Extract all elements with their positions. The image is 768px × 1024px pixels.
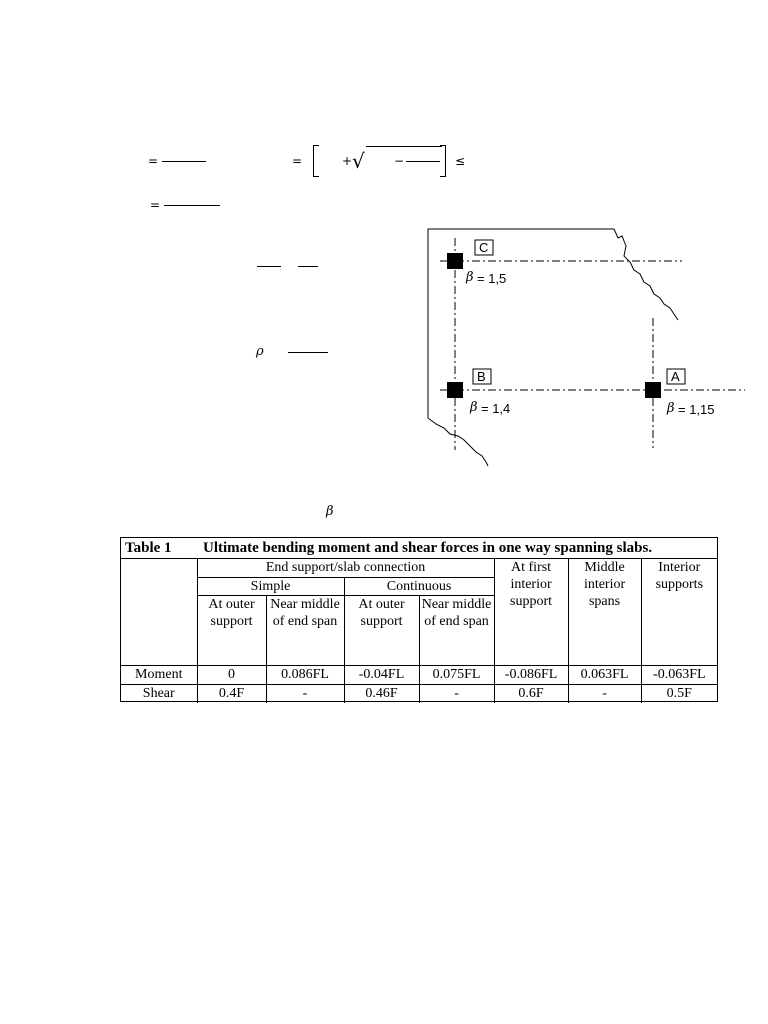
shear-cell: 0.6F [494, 684, 568, 703]
shear-cell: 0.4F [197, 684, 266, 703]
slab-break-top-right [614, 229, 678, 320]
slab-break-bottom-left [428, 418, 488, 466]
header-simple-outer-support: At outer support [197, 595, 266, 665]
corner-cell [121, 559, 197, 665]
eq2-leq: ≤ [455, 154, 466, 168]
moment-cell: -0.086FL [494, 665, 568, 684]
header-middle-interior-spans: Middle interior spans [568, 559, 641, 665]
header-continuous-near-middle: Near middle of end span [419, 595, 494, 665]
table-number: Table 1 [125, 540, 172, 556]
rho-symbol: ρ [256, 344, 264, 359]
shear-cell: 0.46F [344, 684, 419, 703]
moment-cell: 0.086FL [266, 665, 344, 684]
eq2-equals: = [292, 154, 303, 168]
eq3-equals: = [150, 198, 161, 212]
row-label-shear: Shear [121, 684, 197, 703]
column-c [447, 253, 463, 269]
shear-cell: 0.5F [641, 684, 717, 703]
moment-cell: 0 [197, 665, 266, 684]
beta-a-symbol: β [667, 401, 675, 416]
eq2-plus: + [342, 154, 353, 168]
row-label-moment: Moment [121, 665, 197, 684]
header-end-support: End support/slab connection [197, 559, 494, 577]
eq2-minus: − [394, 154, 405, 168]
point-c-label: C [479, 240, 489, 255]
header-continuous-outer-support: At outer support [344, 595, 419, 665]
header-simple-near-middle: Near middle of end span [266, 595, 344, 665]
beta-b-value: = 1,4 [481, 401, 511, 416]
moment-cell: 0.075FL [419, 665, 494, 684]
column-a [645, 382, 661, 398]
eq1-equals: = [148, 154, 159, 168]
header-simple: Simple [197, 577, 344, 595]
shear-cell: - [568, 684, 641, 703]
beta-a-value: = 1,15 [678, 402, 715, 417]
table-row-moment [121, 665, 717, 684]
eq2-sqrt: √ [352, 149, 365, 173]
beta-c-value: = 1,5 [477, 271, 507, 286]
moment-cell: -0.063FL [641, 665, 717, 684]
shear-cell: - [419, 684, 494, 703]
table-row-shear [121, 684, 717, 703]
column-b [447, 382, 463, 398]
shear-cell: - [266, 684, 344, 703]
header-continuous: Continuous [344, 577, 494, 595]
header-first-interior-support: At first interior support [494, 559, 568, 665]
table-grid [121, 559, 717, 703]
point-a-label: A [671, 369, 680, 384]
table-caption [121, 538, 717, 559]
moment-shear-table [120, 537, 718, 702]
table-title: Ultimate bending moment and shear forces in one way spanning slabs. [203, 540, 653, 556]
header-interior-supports: Interior supports [641, 559, 717, 665]
point-b-label: B [477, 369, 486, 384]
moment-cell: 0.063FL [568, 665, 641, 684]
moment-cell: -0.04FL [344, 665, 419, 684]
beta-symbol: β [326, 504, 334, 519]
beta-b-symbol: β [470, 400, 478, 415]
beta-c-symbol: β [466, 270, 474, 285]
